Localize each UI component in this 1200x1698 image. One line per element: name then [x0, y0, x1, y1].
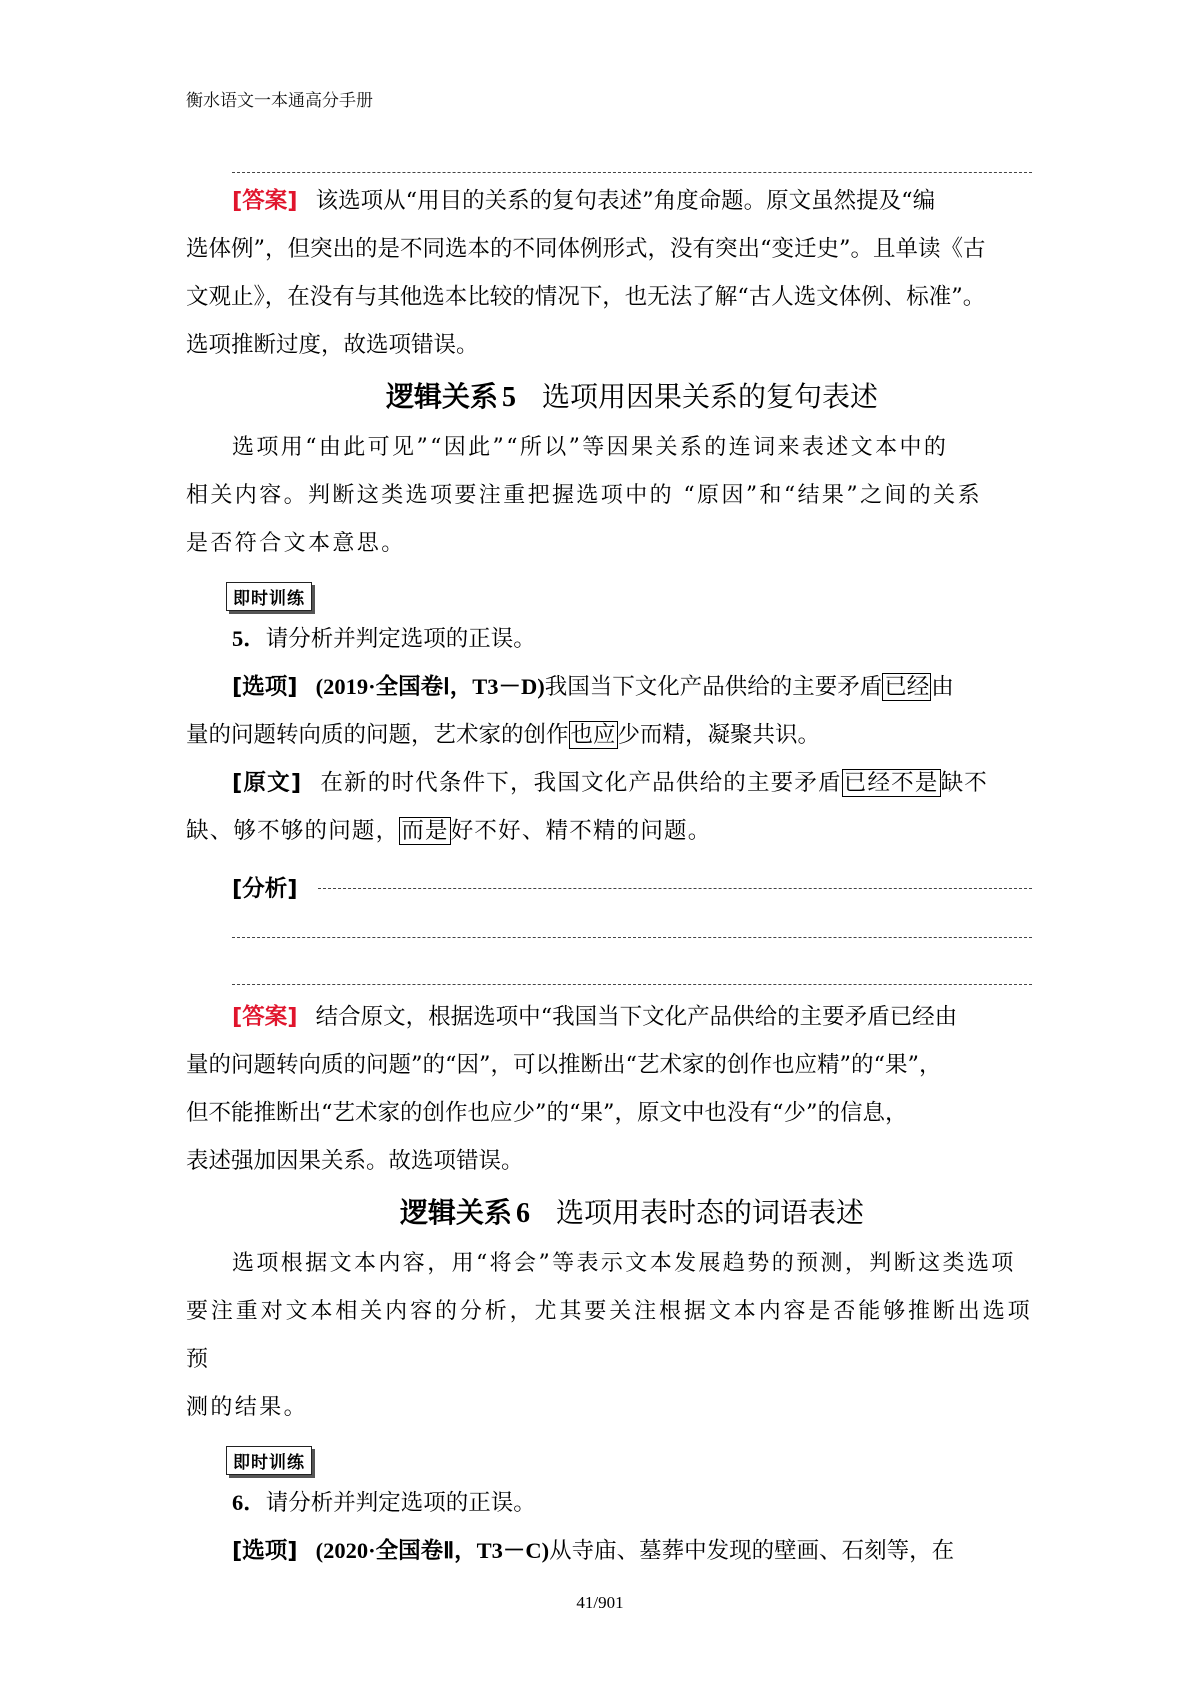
option-block: [选项] (2019·全国卷Ⅰ，T3－D)我国当下文化产品供给的主要矛盾已经由: [232, 674, 954, 700]
analysis-blank-line: [232, 984, 1032, 985]
page-number: 41/901: [576, 1593, 624, 1612]
answer-block-1: [186, 177, 1032, 369]
analysis-row: [232, 855, 1032, 903]
page-header: 衡水语文一本通高分手册: [186, 91, 373, 111]
answer-label: [答案]: [232, 1004, 298, 1030]
boxed-word: 也应: [570, 722, 616, 748]
question-6: 6．请分析并判定选项的正误。: [232, 1490, 536, 1516]
practice-tag: 即时训练: [226, 582, 312, 611]
answer-line: 文观止》，在没有与其他选本比较的情况下，也无法了解“古人选文体例、标准”。: [186, 284, 986, 310]
section-5-intro: 选项用“由此可见”“因此”“所以”等因果关系的连词来表述文本中的 相关内容。判断这类选项要注重把握选项中的 “原因”和“结果”之间的关系 是否符合文本意思。: [186, 435, 982, 556]
answer-line: 选体例”，但突出的是不同选本的不同体例形式，没有突出“变迁史”。且单读《古: [186, 236, 986, 262]
answer-label: [答案]: [232, 188, 298, 214]
original-text-cont: 缺、够不够的问题，而是好不好、精不精的问题。: [186, 818, 712, 844]
analysis-blank-line: [232, 937, 1032, 938]
boxed-word: 而是: [401, 818, 449, 844]
question-5: 5．请分析并判定选项的正误。: [232, 626, 536, 652]
answer-line: 选项推断过度，故选项错误。: [186, 332, 479, 358]
original-text-block: [原文] 在新的时代条件下，我国文化产品供给的主要矛盾已经不是缺不: [232, 770, 988, 796]
answer-blank-line: [232, 172, 1032, 173]
analysis-label: [分析]: [232, 876, 298, 902]
section-6-intro: 选项根据文本内容，用“将会”等表示文本发展趋势的预测，判断这类选项 要注重对文本相关内容的分析，尤其要关注根据文本内容是否能够推断出选项预 测的结果。: [186, 1251, 1032, 1420]
practice-tag: 即时训练: [226, 1446, 312, 1475]
option-block: [选项] (2020·全国卷Ⅱ，T3－C)从寺庙、墓葬中发现的壁画、石刻等，在: [232, 1538, 955, 1564]
analysis-blank-line: [318, 888, 1032, 889]
answer-block-5: [答案] 结合原文，根据选项中“我国当下文化产品供给的主要矛盾已经由 量的问题转向质的问题”的“因”，可以推断出“艺术家的创作也应精”的“果”， 但不能推断出“艺术家的创作也应少”的“果”，原文中也没有“少”的信息， 表述强加因果关系。故选项错误。: [186, 1004, 958, 1174]
section-heading-5: 逻辑关系 5 选项用因果关系的复句表述: [385, 380, 879, 413]
option-block-cont: 量的问题转向质的问题，艺术家的创作也应少而精，凝聚共识。: [186, 722, 821, 748]
boxed-word: 已经: [884, 674, 930, 700]
boxed-word: 已经不是: [843, 770, 939, 796]
page-content: [186, 150, 1032, 1575]
section-heading-6: 逻辑关系 6 选项用表时态的词语表述: [399, 1196, 865, 1229]
answer-line: [答案] 该选项从“用目的关系的复句表述”角度命题。原文虽然提及“编: [232, 188, 936, 214]
